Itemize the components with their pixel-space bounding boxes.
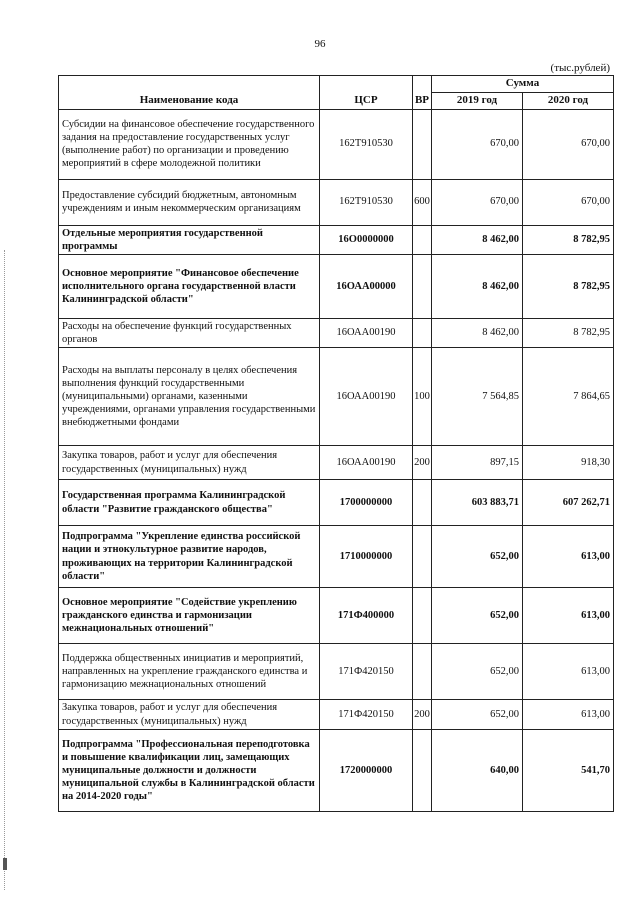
row-vr: 200 — [413, 700, 432, 730]
row-sum-2019: 7 564,85 — [432, 348, 523, 446]
row-sum-2019: 652,00 — [432, 526, 523, 588]
header-year-2019: 2019 год — [432, 92, 523, 109]
row-sum-2019: 8 462,00 — [432, 254, 523, 318]
header-name: Наименование кода — [59, 76, 320, 110]
margin-dotted-line — [4, 250, 7, 890]
header-csr: ЦСР — [320, 76, 413, 110]
row-vr — [413, 644, 432, 700]
page-number: 96 — [314, 38, 326, 50]
row-sum-2019: 670,00 — [432, 109, 523, 179]
table-row — [59, 109, 614, 179]
row-name: Отдельные мероприятия государственной программы — [59, 225, 320, 254]
row-csr: 16ОАА00190 — [320, 318, 413, 347]
row-sum-2019: 8 462,00 — [432, 318, 523, 347]
header-vr: ВР — [413, 76, 432, 110]
row-csr: 162Т910530 — [320, 179, 413, 225]
row-vr — [413, 225, 432, 254]
table-row — [59, 446, 614, 480]
header-year-2020: 2020 год — [523, 92, 614, 109]
row-sum-2020: 670,00 — [523, 179, 614, 225]
row-sum-2019: 603 883,71 — [432, 480, 523, 526]
table-row — [59, 588, 614, 644]
row-name: Основное мероприятие "Финансовое обеспечение исполнительного органа государственной власти Калининградской области" — [59, 254, 320, 318]
row-name: Расходы на выплаты персоналу в целях обеспечения выполнения функций государственными (муниципальными) органами, казенными учреждениями, органами управления государственными внебюджетными фондами — [59, 348, 320, 446]
row-vr — [413, 480, 432, 526]
budget-table — [58, 75, 614, 812]
margin-tick-mark — [3, 858, 7, 870]
row-vr: 100 — [413, 348, 432, 446]
row-name: Расходы на обеспечение функций государственных органов — [59, 318, 320, 347]
units-label: (тыс.рублей) — [550, 62, 610, 74]
row-name: Подпрограмма "Профессиональная переподготовка и повышение квалификации лиц, замещающих муниципальные должности и должности муниципальной службы в Калининградской области на 2014-2020 годы" — [59, 730, 320, 812]
row-sum-2019: 897,15 — [432, 446, 523, 480]
row-sum-2019: 670,00 — [432, 179, 523, 225]
row-name: Поддержка общественных инициатив и мероприятий, направленных на укрепление гражданского единства и гармонизацию межнациональных отношений — [59, 644, 320, 700]
row-csr: 1700000000 — [320, 480, 413, 526]
table-row — [59, 348, 614, 446]
row-csr: 16ОАА00190 — [320, 348, 413, 446]
table-row — [59, 480, 614, 526]
row-sum-2020: 613,00 — [523, 644, 614, 700]
row-csr: 16ОАА00000 — [320, 254, 413, 318]
row-sum-2020: 541,70 — [523, 730, 614, 812]
row-sum-2019: 640,00 — [432, 730, 523, 812]
header-row — [59, 76, 614, 93]
row-sum-2019: 652,00 — [432, 588, 523, 644]
row-name: Предоставление субсидий бюджетным, автономным учреждениям и иным некоммерческим организациям — [59, 179, 320, 225]
row-name: Закупка товаров, работ и услуг для обеспечения государственных (муниципальных) нужд — [59, 446, 320, 480]
row-sum-2019: 652,00 — [432, 700, 523, 730]
table-row — [59, 644, 614, 700]
table-row — [59, 526, 614, 588]
row-vr — [413, 526, 432, 588]
row-sum-2020: 607 262,71 — [523, 480, 614, 526]
row-vr — [413, 318, 432, 347]
row-sum-2020: 7 864,65 — [523, 348, 614, 446]
row-sum-2020: 8 782,95 — [523, 318, 614, 347]
row-sum-2020: 613,00 — [523, 700, 614, 730]
row-name: Основное мероприятие "Содействие укреплению гражданского единства и гармонизации межнациональных отношений" — [59, 588, 320, 644]
row-vr — [413, 109, 432, 179]
row-sum-2019: 8 462,00 — [432, 225, 523, 254]
table-row — [59, 179, 614, 225]
row-sum-2020: 613,00 — [523, 526, 614, 588]
row-vr: 600 — [413, 179, 432, 225]
row-csr: 171Ф400000 — [320, 588, 413, 644]
row-name: Государственная программа Калининградской области "Развитие гражданского общества" — [59, 480, 320, 526]
row-csr: 171Ф420150 — [320, 644, 413, 700]
table-row — [59, 700, 614, 730]
row-csr: 16О0000000 — [320, 225, 413, 254]
row-sum-2019: 652,00 — [432, 644, 523, 700]
row-sum-2020: 613,00 — [523, 588, 614, 644]
table-row — [59, 730, 614, 812]
row-sum-2020: 8 782,95 — [523, 225, 614, 254]
row-vr — [413, 254, 432, 318]
row-name: Закупка товаров, работ и услуг для обеспечения государственных (муниципальных) нужд — [59, 700, 320, 730]
row-csr: 1710000000 — [320, 526, 413, 588]
row-vr — [413, 588, 432, 644]
row-csr: 1720000000 — [320, 730, 413, 812]
row-csr: 162Т910530 — [320, 109, 413, 179]
row-csr: 16ОАА00190 — [320, 446, 413, 480]
row-name: Субсидии на финансовое обеспечение государственного задания на предоставление государственных услуг (выполнение работ) по организации и проведению мероприятий в сфере молодежной политики — [59, 109, 320, 179]
row-sum-2020: 8 782,95 — [523, 254, 614, 318]
table-row — [59, 318, 614, 347]
header-sum: Сумма — [432, 76, 614, 93]
table-row — [59, 254, 614, 318]
row-vr: 200 — [413, 446, 432, 480]
row-csr: 171Ф420150 — [320, 700, 413, 730]
row-vr — [413, 730, 432, 812]
table-row — [59, 225, 614, 254]
row-sum-2020: 670,00 — [523, 109, 614, 179]
row-sum-2020: 918,30 — [523, 446, 614, 480]
row-name: Подпрограмма "Укрепление единства российской нации и этнокультурное развитие народов, проживающих на территории Калининградской области" — [59, 526, 320, 588]
table-body — [59, 109, 614, 812]
